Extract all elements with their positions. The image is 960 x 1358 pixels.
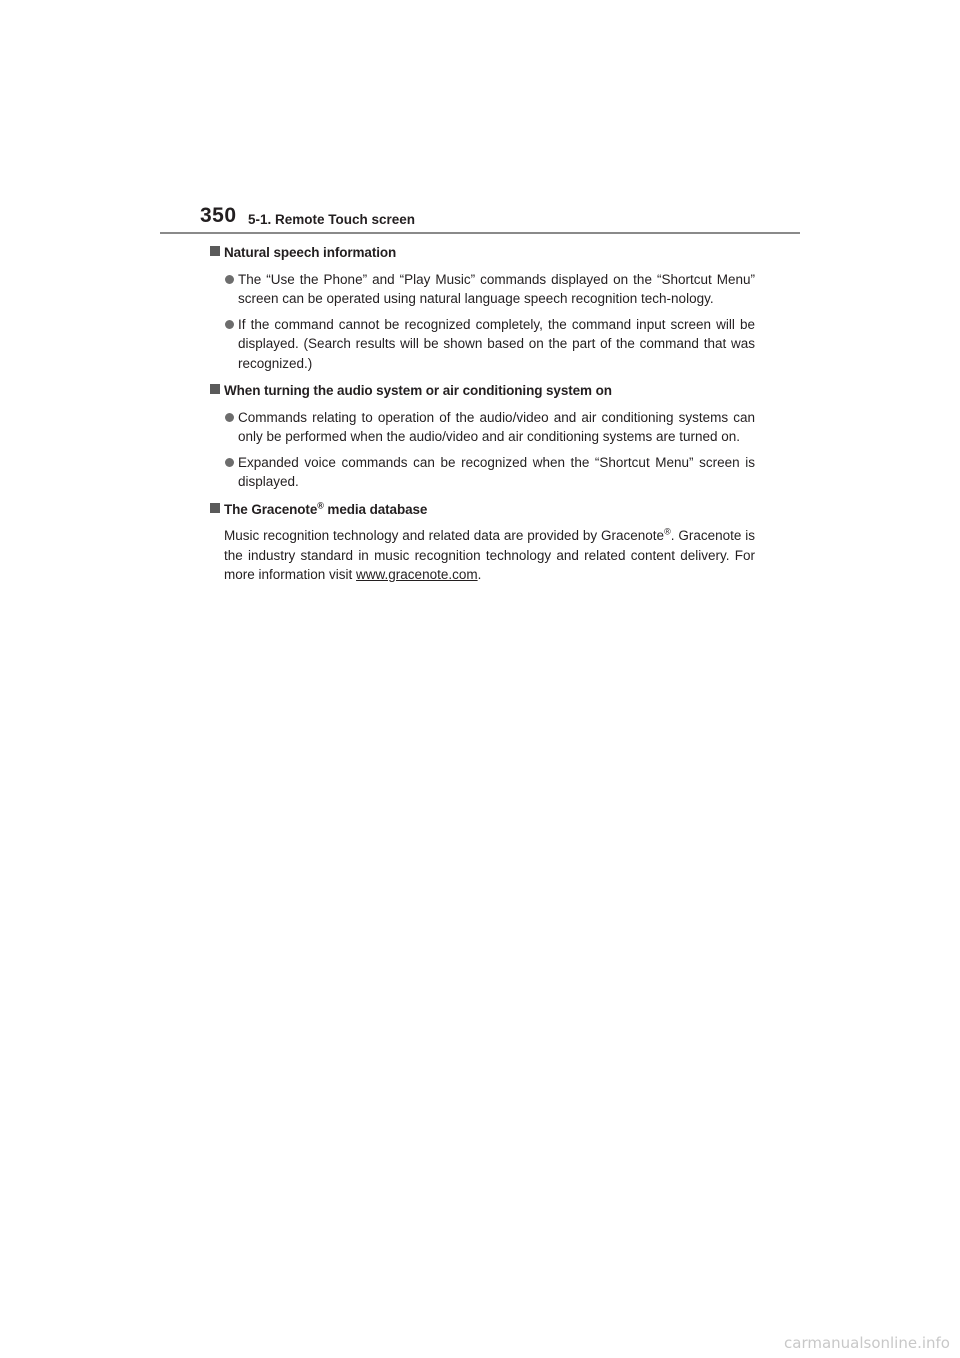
section-natural-speech	[210, 243, 755, 373]
section-heading: Natural speech information	[210, 243, 755, 263]
square-bullet-icon	[210, 384, 220, 394]
registered-mark: ®	[664, 526, 671, 537]
bullet-item: The “Use the Phone” and “Play Music” commands displayed on the “Shortcut Menu” screen can be operated using natural language speech recognition tech-nology.	[210, 270, 755, 309]
registered-mark: ®	[317, 500, 324, 510]
round-bullet-icon	[225, 413, 234, 422]
section-audio-air	[210, 381, 755, 492]
section-title: 5-1. Remote Touch screen	[248, 212, 416, 227]
bullet-item: Expanded voice commands can be recognized when the “Shortcut Menu” screen is displayed.	[210, 453, 755, 492]
bullet-item: Commands relating to operation of the audio/video and air conditioning systems can only be performed when the audio/video and air conditioning systems are turned on.	[210, 408, 755, 447]
header-rule	[160, 232, 800, 234]
round-bullet-icon	[225, 458, 234, 467]
square-bullet-icon	[210, 503, 220, 513]
section-heading: When turning the audio system or air conditioning system on	[210, 381, 755, 401]
gracenote-link[interactable]: www.gracenote.com	[356, 567, 478, 582]
bullet-item: If the command cannot be recognized completely, the command input screen will be displayed. (Search results will be shown based on the part of the command that was recognized.)	[210, 315, 755, 374]
round-bullet-icon	[225, 320, 234, 329]
page-content	[210, 243, 755, 593]
page-number: 350	[200, 204, 237, 227]
gracenote-paragraph: Music recognition technology and related data are provided by Gracenote®. Gracenote is the industry standard in music recognition technology and related content delivery. For more information visit www.gracenote.com.	[224, 526, 755, 582]
round-bullet-icon	[225, 275, 234, 284]
section-gracenote	[210, 500, 755, 585]
watermark: carmanualsonline.info	[784, 1334, 950, 1352]
section-heading: The Gracenote® media database	[210, 500, 755, 520]
square-bullet-icon	[210, 246, 220, 256]
page-header	[200, 200, 800, 236]
